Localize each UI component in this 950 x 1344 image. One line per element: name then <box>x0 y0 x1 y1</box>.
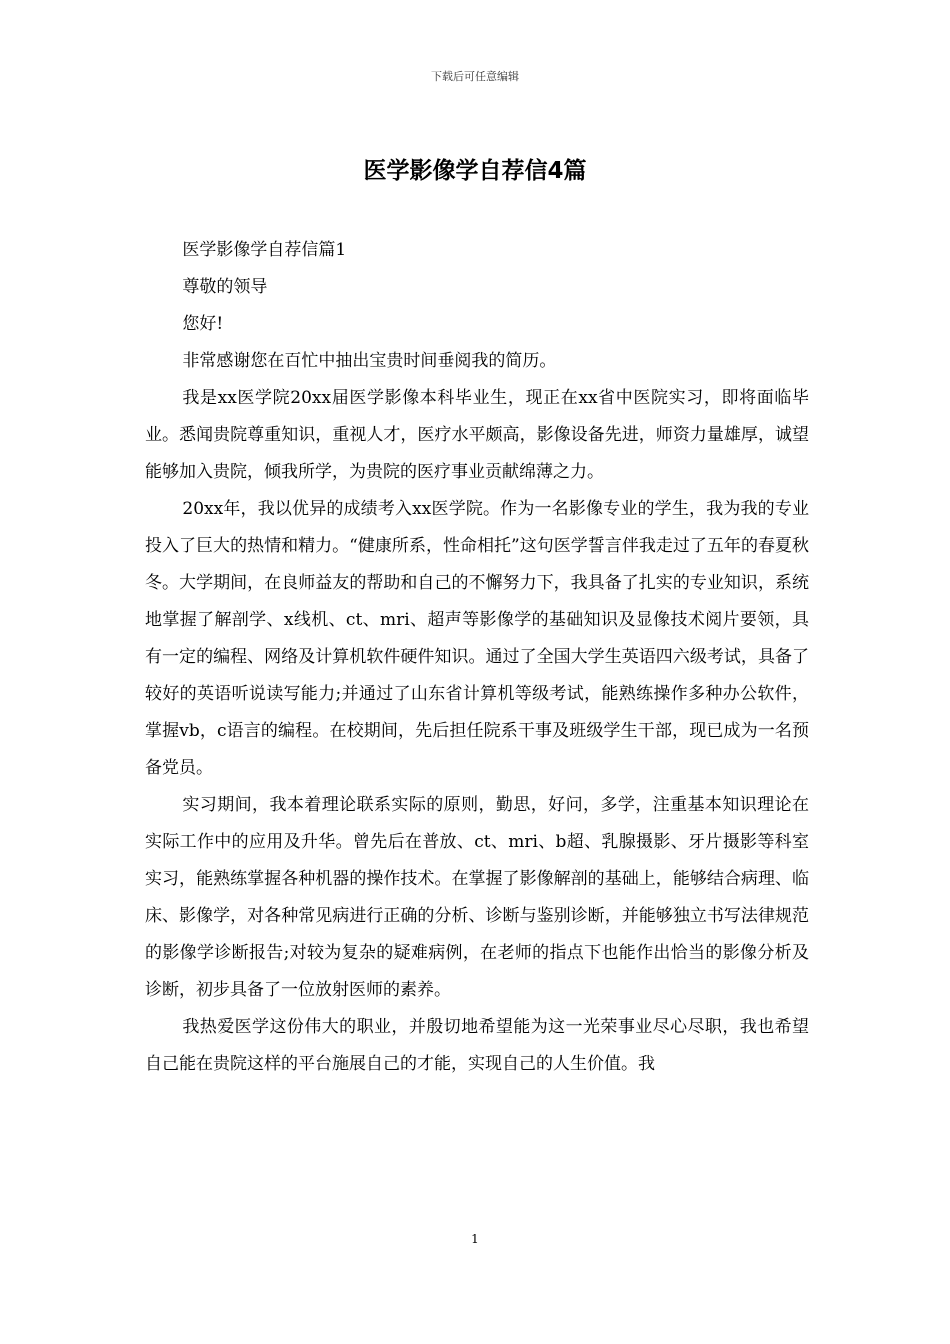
paragraph: 实习期间，我本着理论联系实际的原则，勤思，好问，多学，注重基本知识理论在实际工作中的应用及升华。曾先后在普放、ct、mri、b超、乳腺摄影、牙片摄影等科室实习，能熟练掌握各种机器的操作技术。在掌握了影像解剖的基础上，能够结合病理、临床、影像学，对各种常见病进行正确的分析、诊断与鉴别诊断，并能够独立书写法律规范的影像学诊断报告;对较为复杂的疑难病例，在老师的指点下也能作出恰当的影像分析及诊断，初步具备了一位放射医师的素养。 <box>145 795 809 1000</box>
page-number: 1 <box>471 1232 479 1246</box>
paragraph: 我是xx医学院20xx届医学影像本科毕业生，现正在xx省中医院实习，即将面临毕业。悉闻贵院尊重知识，重视人才，医疗水平颇高，影像设备先进，师资力量雄厚，诚望能够加入贵院，倾我所学，为贵院的医疗事业贡献绵薄之力。 <box>145 388 809 482</box>
greeting: 您好! <box>182 314 224 334</box>
paragraph: 非常感谢您在百忙中抽出宝贵时间垂阅我的简历。 <box>182 351 557 371</box>
paragraph: 20xx年，我以优异的成绩考入xx医学院。作为一名影像专业的学生，我为我的专业投入了巨大的热情和精力。“健康所系，性命相托”这句医学誓言伴我走过了五年的春夏秋冬。大学期间，在良师益友的帮助和自己的不懈努力下，我具备了扎实的专业知识，系统地掌握了解剖学、x线机、ct、mri、超声等影像学的基础知识及显像技术阅片要领，具有一定的编程、网络及计算机软件硬件知识。通过了全国大学生英语四六级考试，具备了较好的英语听说读写能力;并通过了山东省计算机等级考试，能熟练操作多种办公软件，掌握vb，c语言的编程。在校期间，先后担任院系干事及班级学生干部，现已成为一名预备党员。 <box>145 499 809 778</box>
document-title: 医学影像学自荐信4篇 <box>363 158 587 184</box>
header-note: 下载后可任意编辑 <box>431 70 519 83</box>
section-heading: 医学影像学自荐信篇1 <box>182 240 347 260</box>
paragraph: 我热爱医学这份伟大的职业，并殷切地希望能为这一光荣事业尽心尽职，我也希望自己能在贵院这样的平台施展自己的才能，实现自己的人生价值。我 <box>145 1017 809 1074</box>
salutation: 尊敬的领导 <box>182 277 268 297</box>
document-body <box>145 232 809 1083</box>
